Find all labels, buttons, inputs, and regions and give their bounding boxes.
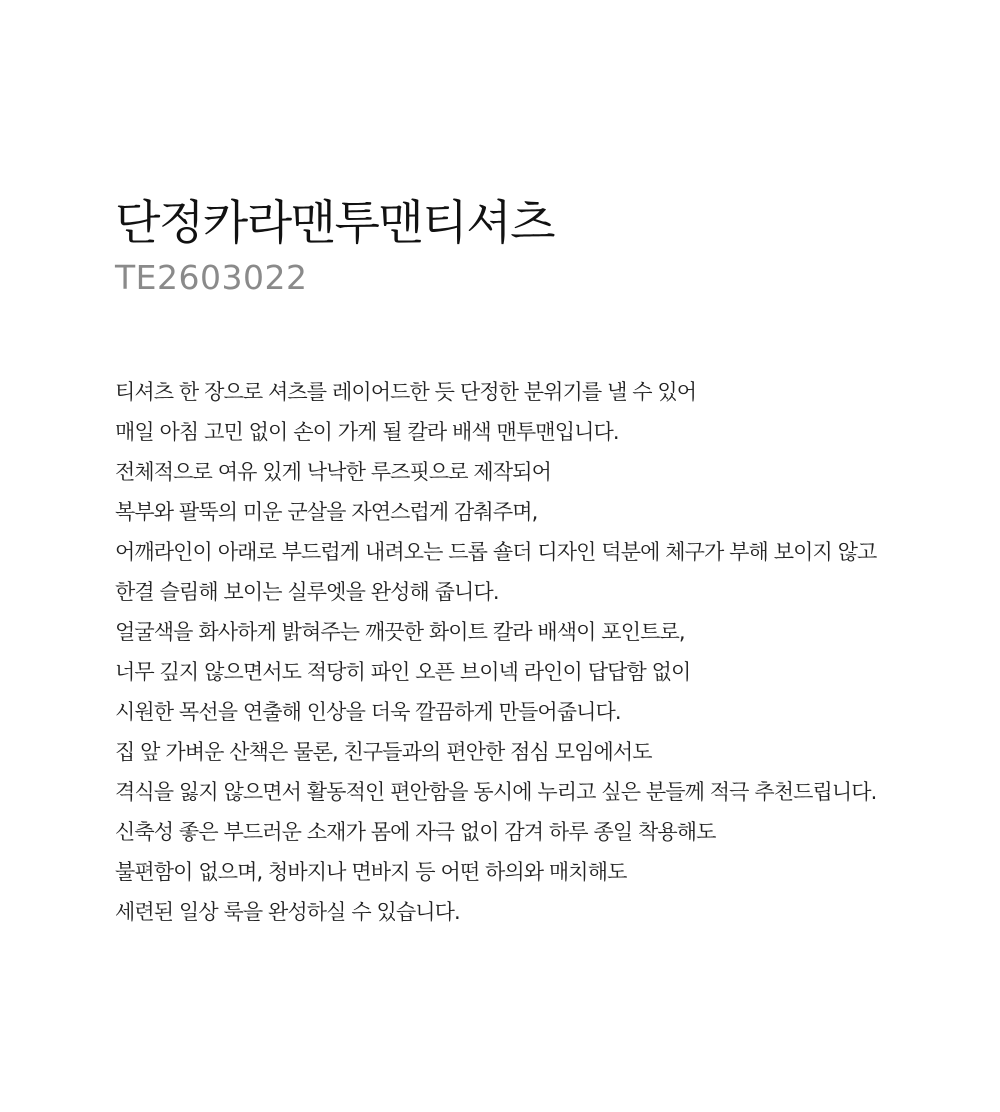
- description-line: 티셔츠 한 장으로 셔츠를 레이어드한 듯 단정한 분위기를 낼 수 있어: [115, 380, 697, 404]
- description-line: 얼굴색을 화사하게 밝혀주는 깨끗한 화이트 칼라 배색이 포인트로,: [115, 620, 685, 644]
- description-line: 세련된 일상 룩을 완성하실 수 있습니다.: [115, 900, 460, 924]
- description-line: 신축성 좋은 부드러운 소재가 몸에 자극 없이 감겨 하루 종일 착용해도: [115, 820, 716, 844]
- description-line: 한결 슬림해 보이는 실루엣을 완성해 줍니다.: [115, 580, 499, 604]
- description-line: 복부와 팔뚝의 미운 군살을 자연스럽게 감춰주며,: [115, 500, 538, 524]
- description-line: 매일 아침 고민 없이 손이 가게 될 칼라 배색 맨투맨입니다.: [115, 420, 619, 444]
- product-header: [115, 192, 554, 300]
- description-line: 어깨라인이 아래로 부드럽게 내려오는 드롭 숄더 디자인 덕분에 체구가 부해 보이지 않고: [115, 540, 877, 564]
- product-description: [115, 372, 975, 932]
- description-line: 불편함이 없으며, 청바지나 면바지 등 어떤 하의와 매치해도: [115, 860, 627, 884]
- description-line: 집 앞 가벼운 산책은 물론, 친구들과의 편안한 점심 모임에서도: [115, 740, 652, 764]
- description-line: 전체적으로 여유 있게 낙낙한 루즈핏으로 제작되어: [115, 460, 551, 484]
- product-code: TE2603022: [115, 258, 308, 297]
- description-line: 격식을 잃지 않으면서 활동적인 편안함을 동시에 누리고 싶은 분들께 적극 추천드립니다.: [115, 780, 877, 804]
- product-title: 단정카라맨투맨티셔츠: [115, 196, 555, 251]
- description-line: 시원한 목선을 연출해 인상을 더욱 깔끔하게 만들어줍니다.: [115, 700, 621, 724]
- description-line: 너무 깊지 않으면서도 적당히 파인 오픈 브이넥 라인이 답답함 없이: [115, 660, 691, 684]
